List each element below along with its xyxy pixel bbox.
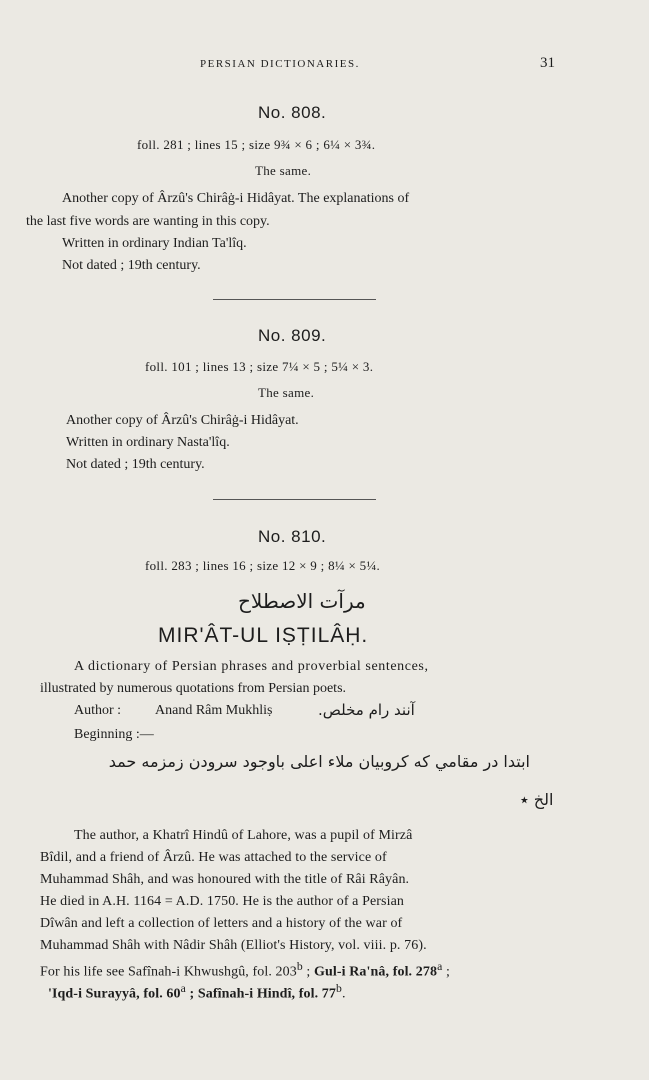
superscript: a (180, 982, 186, 995)
entry-808-line-2: the last five words are wanting in this copy. (26, 214, 270, 229)
entry-808-same: The same. (255, 163, 312, 178)
entry-808-line-3: Written in ordinary Indian Ta'lîq. (62, 236, 247, 251)
entry-808-line-4: Not dated ; 19th century. (62, 258, 201, 273)
paragraph-line-7 (40, 960, 450, 981)
paragraph-line-5: Dîwân and left a collection of letters and a history of the war of (40, 916, 403, 931)
separator: ; (442, 964, 450, 980)
entry-810-arabic-title: مرآت الاصطلاح (238, 589, 366, 613)
entry-810-beginning-end: الخ ٭ (520, 790, 554, 809)
entry-809-line-2: Written in ordinary Nasta'lîq. (66, 435, 230, 450)
superscript: a (437, 960, 443, 973)
entry-810-beginning-arabic: ابتدا در مقامي كه كروبيان ملاء اعلى باوجود سرودن زمزمه حمد (108, 752, 530, 771)
ref-safinah-hindi: ; Safînah-i Hindî, fol. 77 (185, 986, 337, 1002)
page-number: 31 (540, 55, 555, 71)
entry-810-description-1: A dictionary of Persian phrases and proverbial sentences, (74, 659, 429, 674)
entry-808-line-1: Another copy of Ârzû's Chirâġ-i Hidâyat. The explanations of (62, 191, 410, 206)
section-divider-1 (213, 299, 376, 300)
entry-810-author-arabic: آنند رام مخلص. (318, 701, 415, 719)
entry-810-collation: foll. 283 ; lines 16 ; size 12 × 9 ; 8¼ × 5¼. (145, 558, 381, 573)
ref-iqd-i-surayya: 'Iqd-i Surayyâ, fol. 60 (48, 986, 181, 1002)
separator: . (341, 986, 346, 1002)
entry-809-line-1: Another copy of Ârzû's Chirâġ-i Hidâyat. (66, 413, 299, 428)
entry-810-description-2: illustrated by numerous quotations from Persian poets. (40, 681, 347, 696)
paragraph-line-2: Bîdil, and a friend of Ârzû. He was attached to the service of (40, 850, 387, 865)
superscript: b (336, 982, 342, 995)
ref-safinah-khwushgu: For his life see Safînah-i Khwushgû, fol. 203 (40, 964, 297, 980)
entry-810-title: MIR'ÂT-UL IṢṬILÂḤ. (158, 624, 369, 647)
entry-810-number: No. 810. (258, 527, 327, 546)
entry-808-collation: foll. 281 ; lines 15 ; size 9¾ × 6 ; 6¼ × 3¾. (137, 137, 376, 152)
ref-gul-i-rana: Gul-i Ra'nâ, fol. 278 (314, 964, 438, 980)
entry-810-beginning-label: Beginning :— (74, 727, 154, 742)
paragraph-line-1: The author, a Khatrî Hindû of Lahore, was a pupil of Mirzâ (74, 828, 413, 843)
entry-809-line-3: Not dated ; 19th century. (66, 457, 205, 472)
entry-810-author-label: Author : (74, 703, 122, 718)
separator: ; (302, 964, 314, 980)
paragraph-line-4: He died in A.H. 1164 = A.D. 1750. He is the author of a Persian (40, 894, 405, 909)
paragraph-line-3: Muhammad Shâh, and was honoured with the title of Râi Râyân. (40, 872, 410, 887)
paragraph-line-8 (48, 982, 346, 1003)
entry-809-number: No. 809. (258, 326, 327, 345)
entry-809-collation: foll. 101 ; lines 13 ; size 7¼ × 5 ; 5¼ × 3. (145, 359, 374, 374)
superscript: b (296, 960, 303, 973)
running-title: PERSIAN DICTIONARIES. (200, 58, 360, 70)
section-divider-2 (213, 499, 376, 500)
entry-808-number: No. 808. (258, 103, 327, 122)
entry-810-author-name: Anand Râm Mukhliṣ (155, 703, 273, 718)
paragraph-line-6: Muhammad Shâh with Nâdir Shâh (Elliot's History, vol. viii. p. 76). (40, 938, 427, 953)
entry-809-same: The same. (258, 385, 315, 400)
